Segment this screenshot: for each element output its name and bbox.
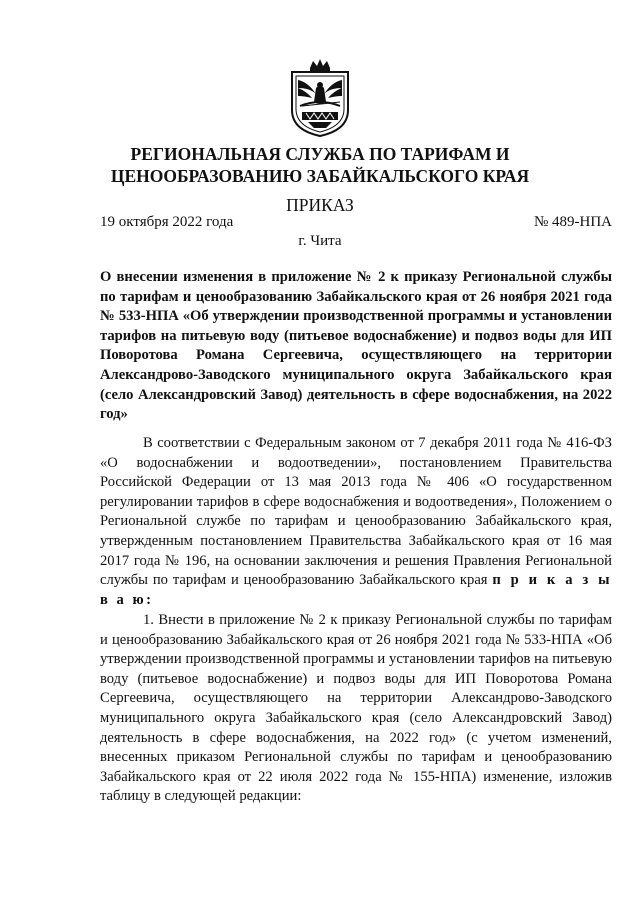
agency-line-2: ЦЕНООБРАЗОВАНИЮ ЗАБАЙКАЛЬСКОГО КРАЯ	[110, 166, 530, 186]
document-city: г. Чита	[298, 233, 342, 249]
document-title: О внесении изменения в приложение № 2 к приказу Региональной службы по тарифам и ценообразованию Забайкальского края от 26 ноября 2021 года № 533-НПА «Об утверждении производственной программы и установлении тарифов на питьевую воду (питьевое водоснабжение) и подвоз воды для ИП Поворотова Романа Сергеевича, осуществляющего на территории Александрово-Заводского муниципального округа Забайкальского края (село Александровский Завод) деятельность в сфере водоснабжения, на 2022 год»	[100, 269, 612, 423]
paragraph-1-text: В соответствии с Федеральным законом от 7 декабря 2011 года № 416-ФЗ «О водоснабжении и водоотведении», постановлением Правительства Российской Федерации от 13 мая 2013 года № 406 «О государственном регулировании тарифов в сфере водоснабжения и водоотведения», Положением о Региональной службе по тарифам и ценообразованию Забайкальского края, утвержденным постановлением Правительства Забайкальского края от 16 мая 2017 года № 196, на основании заключения и решения Правления Региональной службы по тарифам и ценообразованию Забайкальского края	[100, 435, 612, 589]
document-type: ПРИКАЗ	[286, 195, 354, 215]
agency-line-1: РЕГИОНАЛЬНАЯ СЛУЖБА ПО ТАРИФАМ И	[130, 144, 510, 164]
order-emphasis: п р и к а з ы в а ю:	[100, 572, 612, 608]
agency-heading	[0, 143, 640, 187]
document-number: № 489-НПА	[533, 214, 612, 230]
coat-of-arms-icon	[286, 58, 354, 138]
document-date: 19 октября 2022 года	[100, 214, 234, 230]
body-paragraph-1	[100, 434, 612, 610]
body-paragraph-2: 1. Внести в приложение № 2 к приказу Региональной службы по тарифам и ценообразованию Забайкальского края от 26 ноября 2021 года № 533-НПА «Об утверждении производственной программы и установлении тарифов на питьевую воду (питьевое водоснабжение) и подвоз воды для ИП Поворотова Романа Сергеевича, осуществляющего на территории Александрово-Заводского муниципального округа Забайкальского края (село Александровский Завод) деятельность в сфере водоснабжения, на 2022 год» (с учетом изменений, внесенных приказом Региональной службы по тарифам и ценообразованию Забайкальского края от 22 июля 2022 года № 155-НПА) изменение, изложив таблицу в следующей редакции:	[100, 612, 612, 805]
